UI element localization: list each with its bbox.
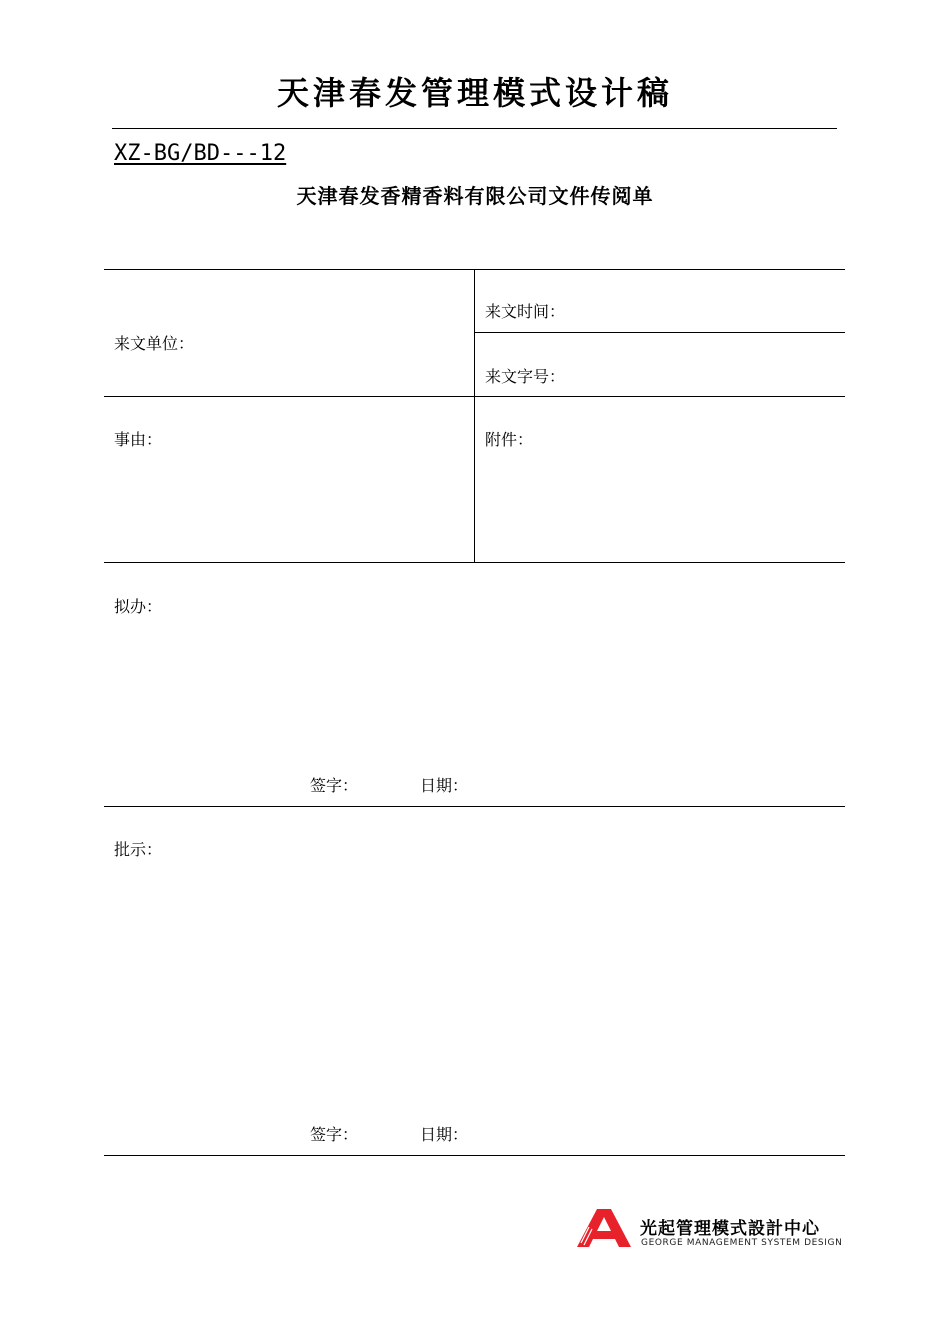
table-bottom-border xyxy=(104,1155,845,1156)
table-middle-divider xyxy=(474,269,475,562)
row-divider-1 xyxy=(104,396,845,397)
proposal-date-label: 日期： xyxy=(420,776,469,795)
form-title: 天津春发香精香料有限公司文件传阅单 xyxy=(296,184,654,208)
time-number-divider xyxy=(474,332,845,333)
row-divider-2 xyxy=(104,562,845,563)
source-unit-label: 来文单位： xyxy=(114,334,195,353)
row-divider-3 xyxy=(104,806,845,807)
source-time-label: 来文时间： xyxy=(485,302,566,321)
instruction-label: 批示： xyxy=(114,840,163,859)
source-number-label: 来文字号： xyxy=(485,367,566,386)
document-code: XZ-BG/BD---12 xyxy=(114,141,287,166)
subject-label: 事由： xyxy=(114,430,163,449)
brand-logo-icon xyxy=(575,1207,633,1249)
logo-english-name: GEORGE MANAGEMENT SYSTEM DESIGN xyxy=(641,1238,843,1248)
page-title: 天津春发管理模式设计稿 xyxy=(276,74,673,112)
attachment-label: 附件： xyxy=(485,430,534,449)
logo-chinese-name: 光起管理模式設計中心 xyxy=(640,1219,820,1239)
proposal-label: 拟办： xyxy=(114,597,163,616)
instruction-date-label: 日期： xyxy=(420,1125,469,1144)
header-divider xyxy=(112,128,837,129)
proposal-signature-label: 签字： xyxy=(310,776,359,795)
instruction-signature-label: 签字： xyxy=(310,1125,359,1144)
